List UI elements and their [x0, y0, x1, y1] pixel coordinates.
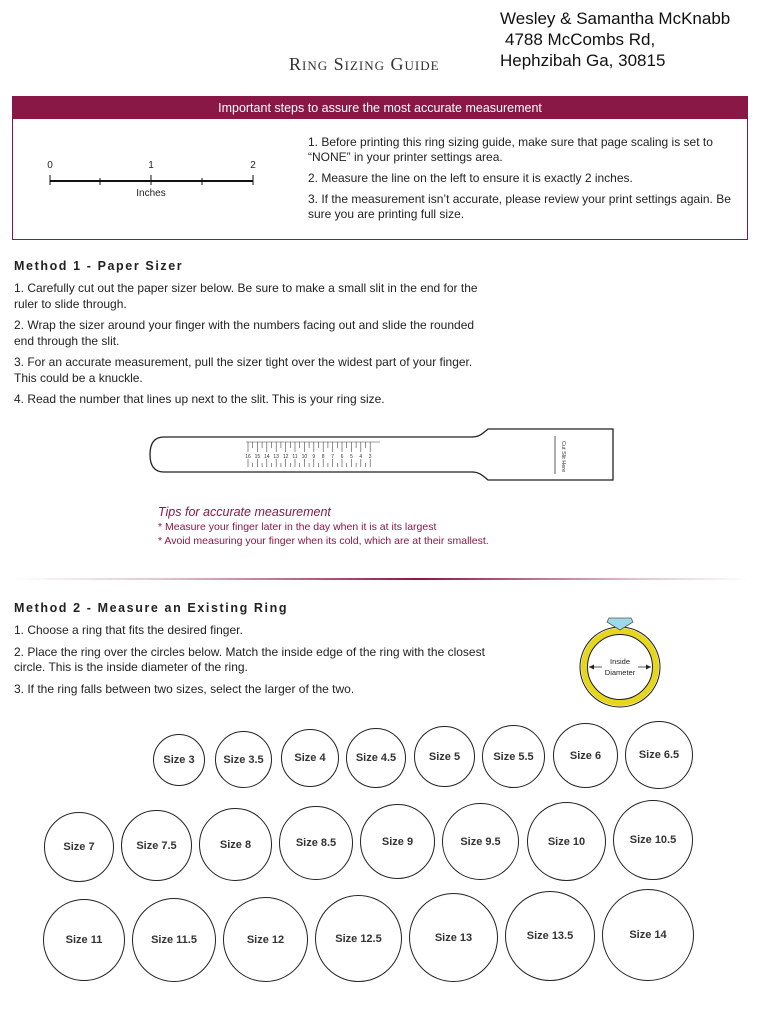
- sizer-number: 12: [282, 454, 289, 460]
- sizer-number: 9: [312, 454, 316, 460]
- size-circle: [602, 889, 694, 981]
- sizer-number: 3: [368, 454, 372, 460]
- size-label: Size 8.5: [295, 837, 337, 849]
- method2-step: 1. Choose a ring that fits the desired finger.: [14, 623, 243, 637]
- size-label: Size 13.5: [526, 930, 574, 942]
- size-label: Size 11: [65, 934, 103, 946]
- size-circle: [625, 721, 693, 789]
- sizer-number: 13: [273, 454, 279, 460]
- method2-heading: Method 2 - Measure an Existing Ring: [14, 601, 289, 615]
- method1-heading: Method 1 - Paper Sizer: [14, 259, 184, 273]
- size-circle: [482, 725, 545, 788]
- method1-step: 3. For an accurate measurement, pull the sizer tight over the widest part of your finger. This could be a knuckle.: [14, 355, 473, 385]
- size-circle: [199, 808, 272, 881]
- sizer-number: 16: [245, 454, 251, 460]
- section-divider: [15, 578, 750, 580]
- size-label: Size 11.5: [151, 934, 197, 946]
- size-circle: [505, 891, 595, 981]
- ruler-label-1: 1: [148, 160, 154, 171]
- tip-item: * Measure your finger later in the day when it is at its largest: [158, 521, 437, 533]
- size-circle: [346, 728, 406, 788]
- size-circle: [223, 897, 308, 982]
- size-label: Size 8: [219, 838, 252, 851]
- print-steps: [308, 135, 738, 228]
- ring-diagram: [572, 610, 668, 714]
- method2-step: 3. If the ring falls between two sizes, select the larger of the two.: [14, 681, 355, 696]
- size-circle: [315, 895, 402, 982]
- ruler-unit-label: Inches: [136, 188, 166, 199]
- tips-block: [158, 504, 489, 548]
- size-label: Size 14: [629, 929, 667, 941]
- size-label: Size 6: [569, 749, 602, 762]
- size-circle: [132, 898, 216, 982]
- address-street: 4788 McCombs Rd,: [505, 30, 656, 49]
- page-title: Ring Sizing Guide: [289, 54, 440, 74]
- size-circle: [409, 893, 498, 982]
- size-label: Size 5.5: [493, 750, 534, 763]
- size-label: Size 7: [63, 841, 95, 853]
- size-circle: [360, 804, 435, 879]
- sizer-number: 11: [292, 454, 298, 460]
- ruler-label-2: 2: [250, 160, 256, 171]
- size-label: Size 7.5: [136, 839, 177, 852]
- print-step: 2. Measure the line on the left to ensure it is exactly 2 inches.: [308, 171, 633, 185]
- diagram-label-diameter: Diameter: [604, 668, 636, 677]
- method1-step: 2. Wrap the sizer around your finger with the numbers facing out and slide the rounded end through the slit.: [14, 318, 475, 348]
- size-label: Size 10: [547, 835, 586, 848]
- size-label: Size 12.5: [335, 932, 382, 945]
- size-circle: [215, 731, 272, 788]
- sizer-number: 15: [254, 454, 261, 460]
- ruler-label-0: 0: [47, 160, 53, 171]
- size-circle: [553, 723, 618, 788]
- method1-steps: [14, 281, 494, 414]
- size-circle: [414, 726, 475, 787]
- address-name: Wesley & Samantha McKnabb: [500, 9, 731, 28]
- size-circle: [281, 729, 339, 787]
- size-label: Size 4.5: [355, 752, 397, 764]
- size-label: Size 4: [294, 752, 326, 764]
- sizer-number: 7: [331, 454, 334, 460]
- tips-title: Tips for accurate measurement: [158, 505, 331, 519]
- method2-steps: [14, 623, 494, 703]
- size-circle: [527, 802, 606, 881]
- size-circle: [121, 810, 192, 881]
- size-label: Size 9.5: [460, 835, 501, 848]
- sizer-number: 5: [350, 454, 353, 460]
- sizer-number: 10: [301, 454, 308, 460]
- size-circle: [44, 812, 114, 882]
- sizer-number: 8: [321, 454, 325, 460]
- size-circle: [279, 806, 353, 880]
- method1-step: 4. Read the number that lines up next to the slit. This is your ring size.: [14, 392, 385, 406]
- size-label: Size 13: [434, 931, 473, 944]
- method2-step: 2. Place the ring over the circles below. Match the inside edge of the ring with the closest circle. This is the inside diameter of the ring.: [14, 644, 485, 674]
- diagram-label-inside: Inside: [609, 657, 631, 666]
- sizer-number: 6: [340, 454, 344, 460]
- print-step: 3. If the measurement isn’t accurate, please review your print settings again. Be sure you are printing full size.: [308, 192, 731, 221]
- panel-header: Important steps to assure the most accurate measurement: [13, 97, 747, 119]
- size-label: Size 3: [163, 754, 195, 766]
- measurement-panel: [12, 96, 748, 240]
- print-step: 1. Before printing this ring sizing guide, make sure that page scaling is set to “NONE” in your printer settings area.: [308, 135, 713, 164]
- sizer-slit-label: Cut Slit Here: [560, 441, 566, 473]
- sizer-outline: [150, 429, 613, 480]
- size-label: Size 6.5: [638, 749, 680, 761]
- size-label: Size 10.5: [629, 834, 677, 846]
- two-inch-ruler: [13, 97, 273, 239]
- size-label: Size 9: [381, 835, 414, 848]
- size-circle: [43, 899, 125, 981]
- address-block: [500, 8, 730, 71]
- paper-sizer-cutout: [140, 428, 625, 490]
- size-label: Size 3.5: [223, 753, 264, 766]
- size-circle: [153, 734, 205, 786]
- size-circle: [613, 800, 693, 880]
- address-city: Hephzibah Ga, 30815: [500, 51, 666, 70]
- size-label: Size 5: [428, 750, 461, 763]
- method1-step: 1. Carefully cut out the paper sizer below. Be sure to make a small slit in the end for the ruler to slide through.: [14, 281, 478, 311]
- sizer-number: 14: [264, 454, 270, 460]
- size-circle: [442, 803, 519, 880]
- size-label: Size 12: [246, 933, 285, 946]
- sizer-number: 4: [359, 454, 363, 460]
- tip-item: * Avoid measuring your finger when its cold, which are at their smallest.: [158, 535, 489, 547]
